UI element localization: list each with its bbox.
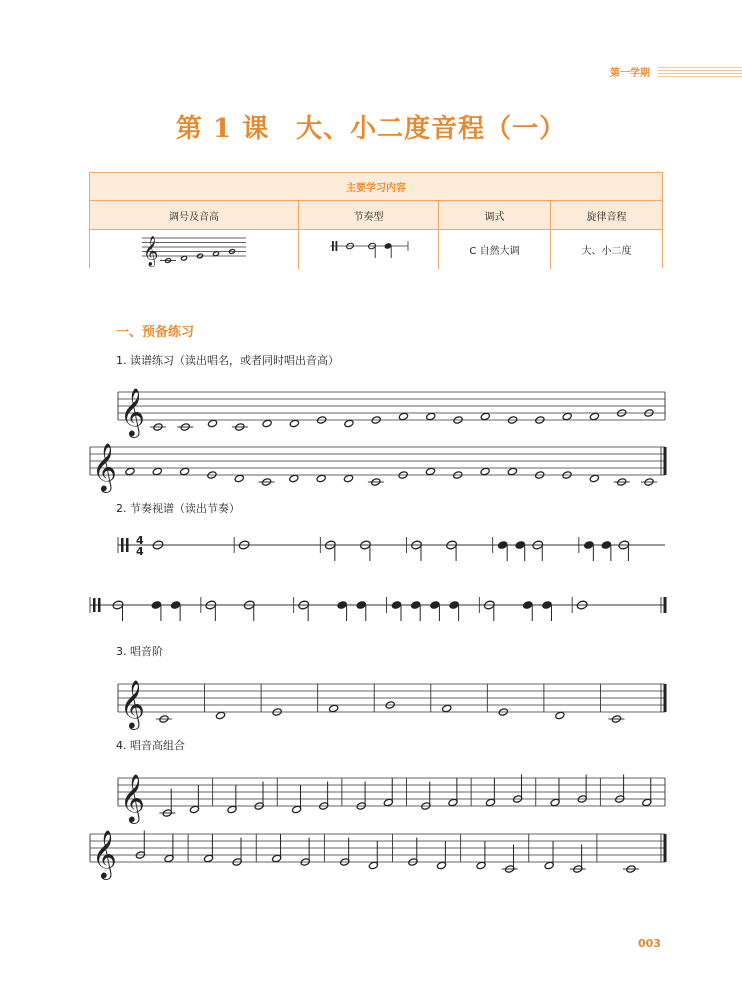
semester-label: 第一学期: [610, 68, 650, 79]
whole-note: [329, 704, 339, 712]
semester-tab: [610, 64, 742, 79]
whole-note: [398, 412, 408, 420]
whole-note: [507, 467, 517, 475]
summary-heading: 主要学习内容: [90, 173, 662, 201]
mode-cell: C 自然大调: [439, 230, 551, 269]
whole-note: [125, 467, 135, 475]
exercise-4-staff-2: [0, 820, 742, 880]
whole-note: [562, 412, 572, 420]
interval-cell: 大、小二度: [581, 246, 632, 257]
percussion-clef-icon: [93, 598, 96, 612]
whole-note: [343, 474, 353, 482]
whole-note: [555, 711, 565, 719]
whole-note: [480, 412, 490, 420]
treble-clef-icon: 𝄞: [92, 829, 117, 878]
whole-note: [425, 467, 435, 475]
time-signature-bottom: 4: [136, 545, 144, 558]
rhythm-staff-mini: [324, 235, 414, 265]
treble-clef-icon: 𝄞: [143, 236, 159, 267]
time-signature-top: 4: [136, 534, 144, 547]
final-barline-thick: [664, 597, 667, 613]
final-barline-thick: [664, 447, 667, 475]
section-title: 一、预备练习: [116, 325, 195, 340]
whole-note: [289, 419, 299, 427]
column-header-key: 调号及音高: [90, 201, 299, 229]
exercise-1-staff-2: [0, 435, 742, 495]
treble-clef-icon: 𝄞: [120, 773, 145, 822]
column-header-mode: 调式: [439, 201, 551, 229]
percussion-clef-icon: [335, 241, 337, 251]
summary-table: [89, 172, 663, 268]
lesson-title: 第 1 课 大、小二度音程（一）: [175, 114, 567, 144]
percussion-clef-icon: [332, 241, 334, 251]
whole-note: [180, 467, 190, 475]
summary-content-row: [90, 230, 662, 269]
pitch-staff-mini: [134, 232, 254, 268]
exercise-1-label: 1. 读谱练习（读出唱名，或者同时唱出音高）: [116, 354, 339, 367]
key-pitch-cell: [90, 230, 299, 269]
percussion-clef-icon: [121, 538, 124, 552]
whole-note: [426, 412, 436, 420]
whole-note: [262, 419, 272, 427]
whole-note: [344, 419, 354, 427]
whole-note: [207, 419, 217, 427]
percussion-clef-icon: [98, 598, 101, 612]
treble-clef-icon: 𝄞: [120, 387, 145, 436]
whole-note: [316, 474, 326, 482]
column-header-interval: 旋律音程: [586, 211, 627, 223]
exercise-2-staff-2: [0, 587, 742, 627]
whole-note: [442, 704, 452, 712]
final-barline-thick: [664, 834, 667, 862]
treble-clef-icon: 𝄞: [92, 442, 117, 491]
whole-note: [152, 467, 162, 475]
whole-note: [215, 711, 225, 719]
column-header-rhythm: 节奏型: [299, 201, 439, 229]
exercise-3-staff: [0, 670, 742, 730]
whole-note: [589, 412, 599, 420]
percussion-clef-icon: [126, 538, 129, 552]
whole-note: [289, 474, 299, 482]
whole-note: [234, 474, 244, 482]
exercise-2-staff-1: [0, 527, 742, 567]
treble-clef-icon: 𝄞: [120, 679, 145, 728]
exercise-4-staff-1: [0, 764, 742, 824]
whole-note: [589, 474, 599, 482]
exercise-1-staff-1: [0, 380, 742, 440]
page-number: 003: [638, 937, 661, 950]
exercise-2-label: 2. 节奏视谱（读出节奏）: [116, 502, 240, 515]
summary-header-row: [90, 201, 662, 230]
rhythm-cell: [299, 230, 439, 269]
whole-note: [480, 467, 490, 475]
semester-stripes: [658, 66, 742, 77]
exercise-3-label: 3. 唱音阶: [116, 645, 163, 658]
final-barline-thick: [664, 684, 667, 712]
exercise-4-label: 4. 唱音高组合: [116, 739, 185, 752]
